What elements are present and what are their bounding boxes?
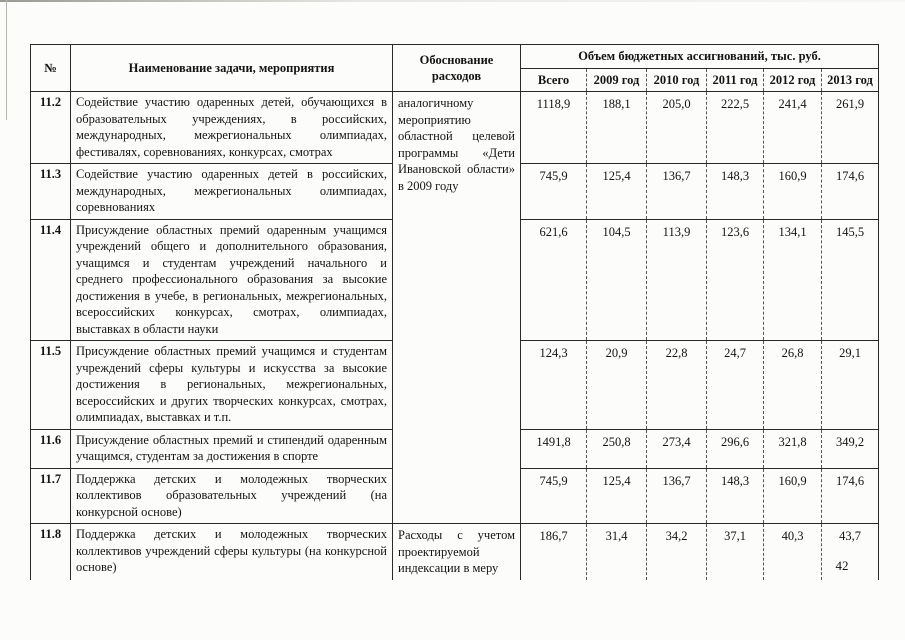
header-row-1: [31, 45, 879, 69]
budget-table: [30, 44, 879, 580]
value-cell: 26,8: [764, 341, 822, 430]
header-task: Наименование задачи, мероприятия: [71, 45, 393, 92]
value-cell: 37,1: [707, 524, 764, 580]
value-cell: 148,3: [707, 468, 764, 524]
value-cell: 250,8: [587, 429, 647, 468]
task-cell: Присуждение областных премий учащимся и студентам учреждений сферы культуры и искусства за высокие достижения в региональных, межрегиональных, всероссийских и других творческих конкурсах, смотрах, олимпиадах, выставках и т.п.: [71, 341, 393, 430]
row-number-cell: 11.2: [31, 92, 71, 164]
table-body: [31, 92, 879, 580]
value-cell: 113,9: [647, 219, 707, 341]
value-cell: 261,9: [822, 92, 879, 164]
value-cell: 145,5: [822, 219, 879, 341]
table-row: [31, 92, 879, 164]
header-year-2011: 2011 год: [707, 68, 764, 92]
row-number-cell: 11.6: [31, 429, 71, 468]
value-cell: 148,3: [707, 164, 764, 220]
value-cell: 745,9: [521, 164, 587, 220]
task-cell: Присуждение областных премий и стипендий одаренным учащимся, студентам за достижения в спорте: [71, 429, 393, 468]
row-number-cell: 11.3: [31, 164, 71, 220]
task-cell: Присуждение областных премий одаренным учащимся учреждений общего и дополнительного образования, учащимся и студентам учреждений начального и среднего профессионального образования за высокие достижения в учебе, в региональных, межрегиональных, всероссийских конкурсах, смотрах, олимпиадах, выставках в области науки: [71, 219, 393, 341]
task-cell: Содействие участию одаренных детей, обучающихся в образовательных учреждениях, в российских, международных, межрегиональных олимпиадах, фестивалях, соревнованиях, конкурсах, смотрах: [71, 92, 393, 164]
header-year-total: Всего: [521, 68, 587, 92]
scan-edge-artifact: [0, 0, 905, 2]
value-cell: 188,1: [587, 92, 647, 164]
value-cell: 273,4: [647, 429, 707, 468]
value-cell: 34,2: [647, 524, 707, 580]
value-cell: 160,9: [764, 164, 822, 220]
row-number-cell: 11.7: [31, 468, 71, 524]
task-cell: Поддержка детских и молодежных творческих коллективов образовательных учреждений (на конкурсной основе): [71, 468, 393, 524]
value-cell: 43,7: [822, 524, 879, 580]
task-cell: Содействие участию одаренных детей в российских, международных, межрегиональных олимпиадах, соревнованиях: [71, 164, 393, 220]
value-cell: 123,6: [707, 219, 764, 341]
value-cell: 621,6: [521, 219, 587, 341]
value-cell: 321,8: [764, 429, 822, 468]
header-year-2013: 2013 год: [822, 68, 879, 92]
row-number-cell: 11.8: [31, 524, 71, 580]
value-cell: 29,1: [822, 341, 879, 430]
value-cell: 24,7: [707, 341, 764, 430]
value-cell: 349,2: [822, 429, 879, 468]
value-cell: 125,4: [587, 164, 647, 220]
row-number-cell: 11.4: [31, 219, 71, 341]
value-cell: 205,0: [647, 92, 707, 164]
header-year-2009: 2009 год: [587, 68, 647, 92]
value-cell: 104,5: [587, 219, 647, 341]
task-cell: Поддержка детских и молодежных творческих коллективов учреждений сферы культуры (на конкурсной основе): [71, 524, 393, 580]
value-cell: 160,9: [764, 468, 822, 524]
table-header: [31, 45, 879, 92]
justification-cell: Расходы с учетом проектируемой индексации в меру: [393, 524, 521, 580]
header-year-2012: 2012 год: [764, 68, 822, 92]
value-cell: 186,7: [521, 524, 587, 580]
value-cell: 20,9: [587, 341, 647, 430]
value-cell: 31,4: [587, 524, 647, 580]
value-cell: 745,9: [521, 468, 587, 524]
header-num: №: [31, 45, 71, 92]
justification-cell: аналогичному мероприятию областной целевой программы «Дети Ивановской области» в 2009 году: [393, 92, 521, 524]
value-cell: 124,3: [521, 341, 587, 430]
value-cell: 222,5: [707, 92, 764, 164]
value-cell: 134,1: [764, 219, 822, 341]
header-year-2010: 2010 год: [647, 68, 707, 92]
value-cell: 125,4: [587, 468, 647, 524]
value-cell: 296,6: [707, 429, 764, 468]
page-number: 42: [835, 558, 849, 573]
value-cell: 1491,8: [521, 429, 587, 468]
value-cell: 174,6: [822, 468, 879, 524]
value-cell: 22,8: [647, 341, 707, 430]
value-cell: 1118,9: [521, 92, 587, 164]
value-cell: 136,7: [647, 164, 707, 220]
header-budget-group: Объем бюджетных ассигнований, тыс. руб.: [521, 45, 879, 69]
row-number-cell: 11.5: [31, 341, 71, 430]
value-cell: 40,3: [764, 524, 822, 580]
header-justification: Обоснование расходов: [393, 45, 521, 92]
value-cell: 136,7: [647, 468, 707, 524]
value-cell: 241,4: [764, 92, 822, 164]
scan-edge-artifact: [6, 0, 7, 120]
value-cell: 174,6: [822, 164, 879, 220]
table-row: [31, 524, 879, 580]
